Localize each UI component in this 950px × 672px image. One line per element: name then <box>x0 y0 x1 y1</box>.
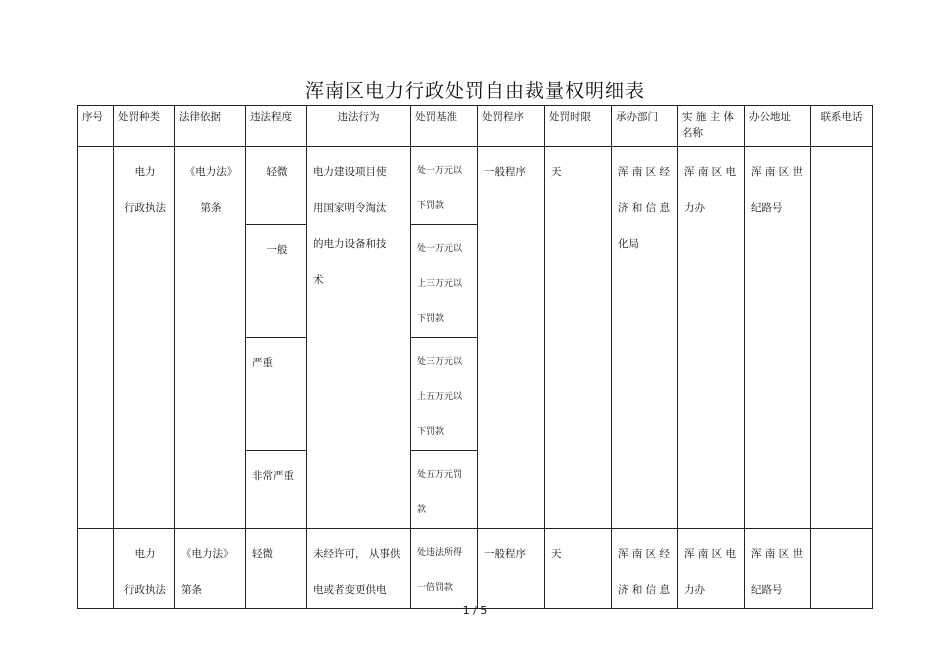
level-cell: 轻微 <box>246 147 307 225</box>
penalty-cell: 处一万元以 上三万元以 下罚款 <box>411 225 478 338</box>
level-cell: 严重 <box>246 338 307 451</box>
header-cell: 实 施 主 体 名称 <box>678 106 745 147</box>
penalty-cell: 处五万元罚 款 <box>411 451 478 529</box>
behavior-cell: 未经许可， 从事供 电或者变更供电 <box>307 529 411 609</box>
address-cell: 浑 南 区 世 纪路号 <box>745 147 811 529</box>
discretion-table <box>77 105 873 609</box>
header-row <box>78 106 873 147</box>
time-cell: 天 <box>545 147 612 529</box>
basis-cell: 《电力法》 第条 <box>175 529 246 609</box>
basis-cell: 《电力法》 第条 <box>175 147 246 529</box>
header-cell: 处罚时限 <box>545 106 612 147</box>
header-cell: 法律依据 <box>175 106 246 147</box>
level-cell: 非常严重 <box>246 451 307 529</box>
time-cell: 天 <box>545 529 612 609</box>
behavior-cell: 电力建设项目使 用国家明令淘汰 的电力设备和技 术 <box>307 147 411 529</box>
serial-cell <box>78 529 114 609</box>
penalty-cell: 处违法所得 一倍罚款 <box>411 529 478 609</box>
header-cell: 处罚基准 <box>411 106 478 147</box>
header-cell: 联系电话 <box>811 106 873 147</box>
entity-cell: 浑 南 区 电 力办 <box>678 147 745 529</box>
table-row <box>78 529 873 609</box>
dept-cell: 浑 南 区 经 济 和 信 息 化局 <box>612 147 678 529</box>
header-cell: 序号 <box>78 106 114 147</box>
procedure-cell: 一般程序 <box>478 147 545 529</box>
header-cell: 违法程度 <box>246 106 307 147</box>
type-cell: 电力 行政执法 <box>114 147 175 529</box>
header-cell: 处罚程序 <box>478 106 545 147</box>
page-title: 浑南区电力行政处罚自由裁量权明细表 <box>304 80 645 102</box>
entity-cell: 浑 南 区 电 力办 <box>678 529 745 609</box>
header-cell: 承办部门 <box>612 106 678 147</box>
level-cell: 轻微 <box>246 529 307 609</box>
serial-cell <box>78 147 114 529</box>
header-cell: 处罚种类 <box>114 106 175 147</box>
level-cell: 一般 <box>246 225 307 338</box>
dept-cell: 浑 南 区 经 济 和 信 息 <box>612 529 678 609</box>
table-row <box>78 147 873 225</box>
header-cell: 违法行为 <box>307 106 411 147</box>
phone-cell <box>811 529 873 609</box>
procedure-cell: 一般程序 <box>478 529 545 609</box>
page-number: 1 / 5 <box>462 604 488 617</box>
penalty-cell: 处一万元以 下罚款 <box>411 147 478 225</box>
header-cell: 办公地址 <box>745 106 811 147</box>
penalty-cell: 处三万元以 上五万元以 下罚款 <box>411 338 478 451</box>
type-cell: 电力 行政执法 <box>114 529 175 609</box>
phone-cell <box>811 147 873 529</box>
address-cell: 浑 南 区 世 纪路号 <box>745 529 811 609</box>
